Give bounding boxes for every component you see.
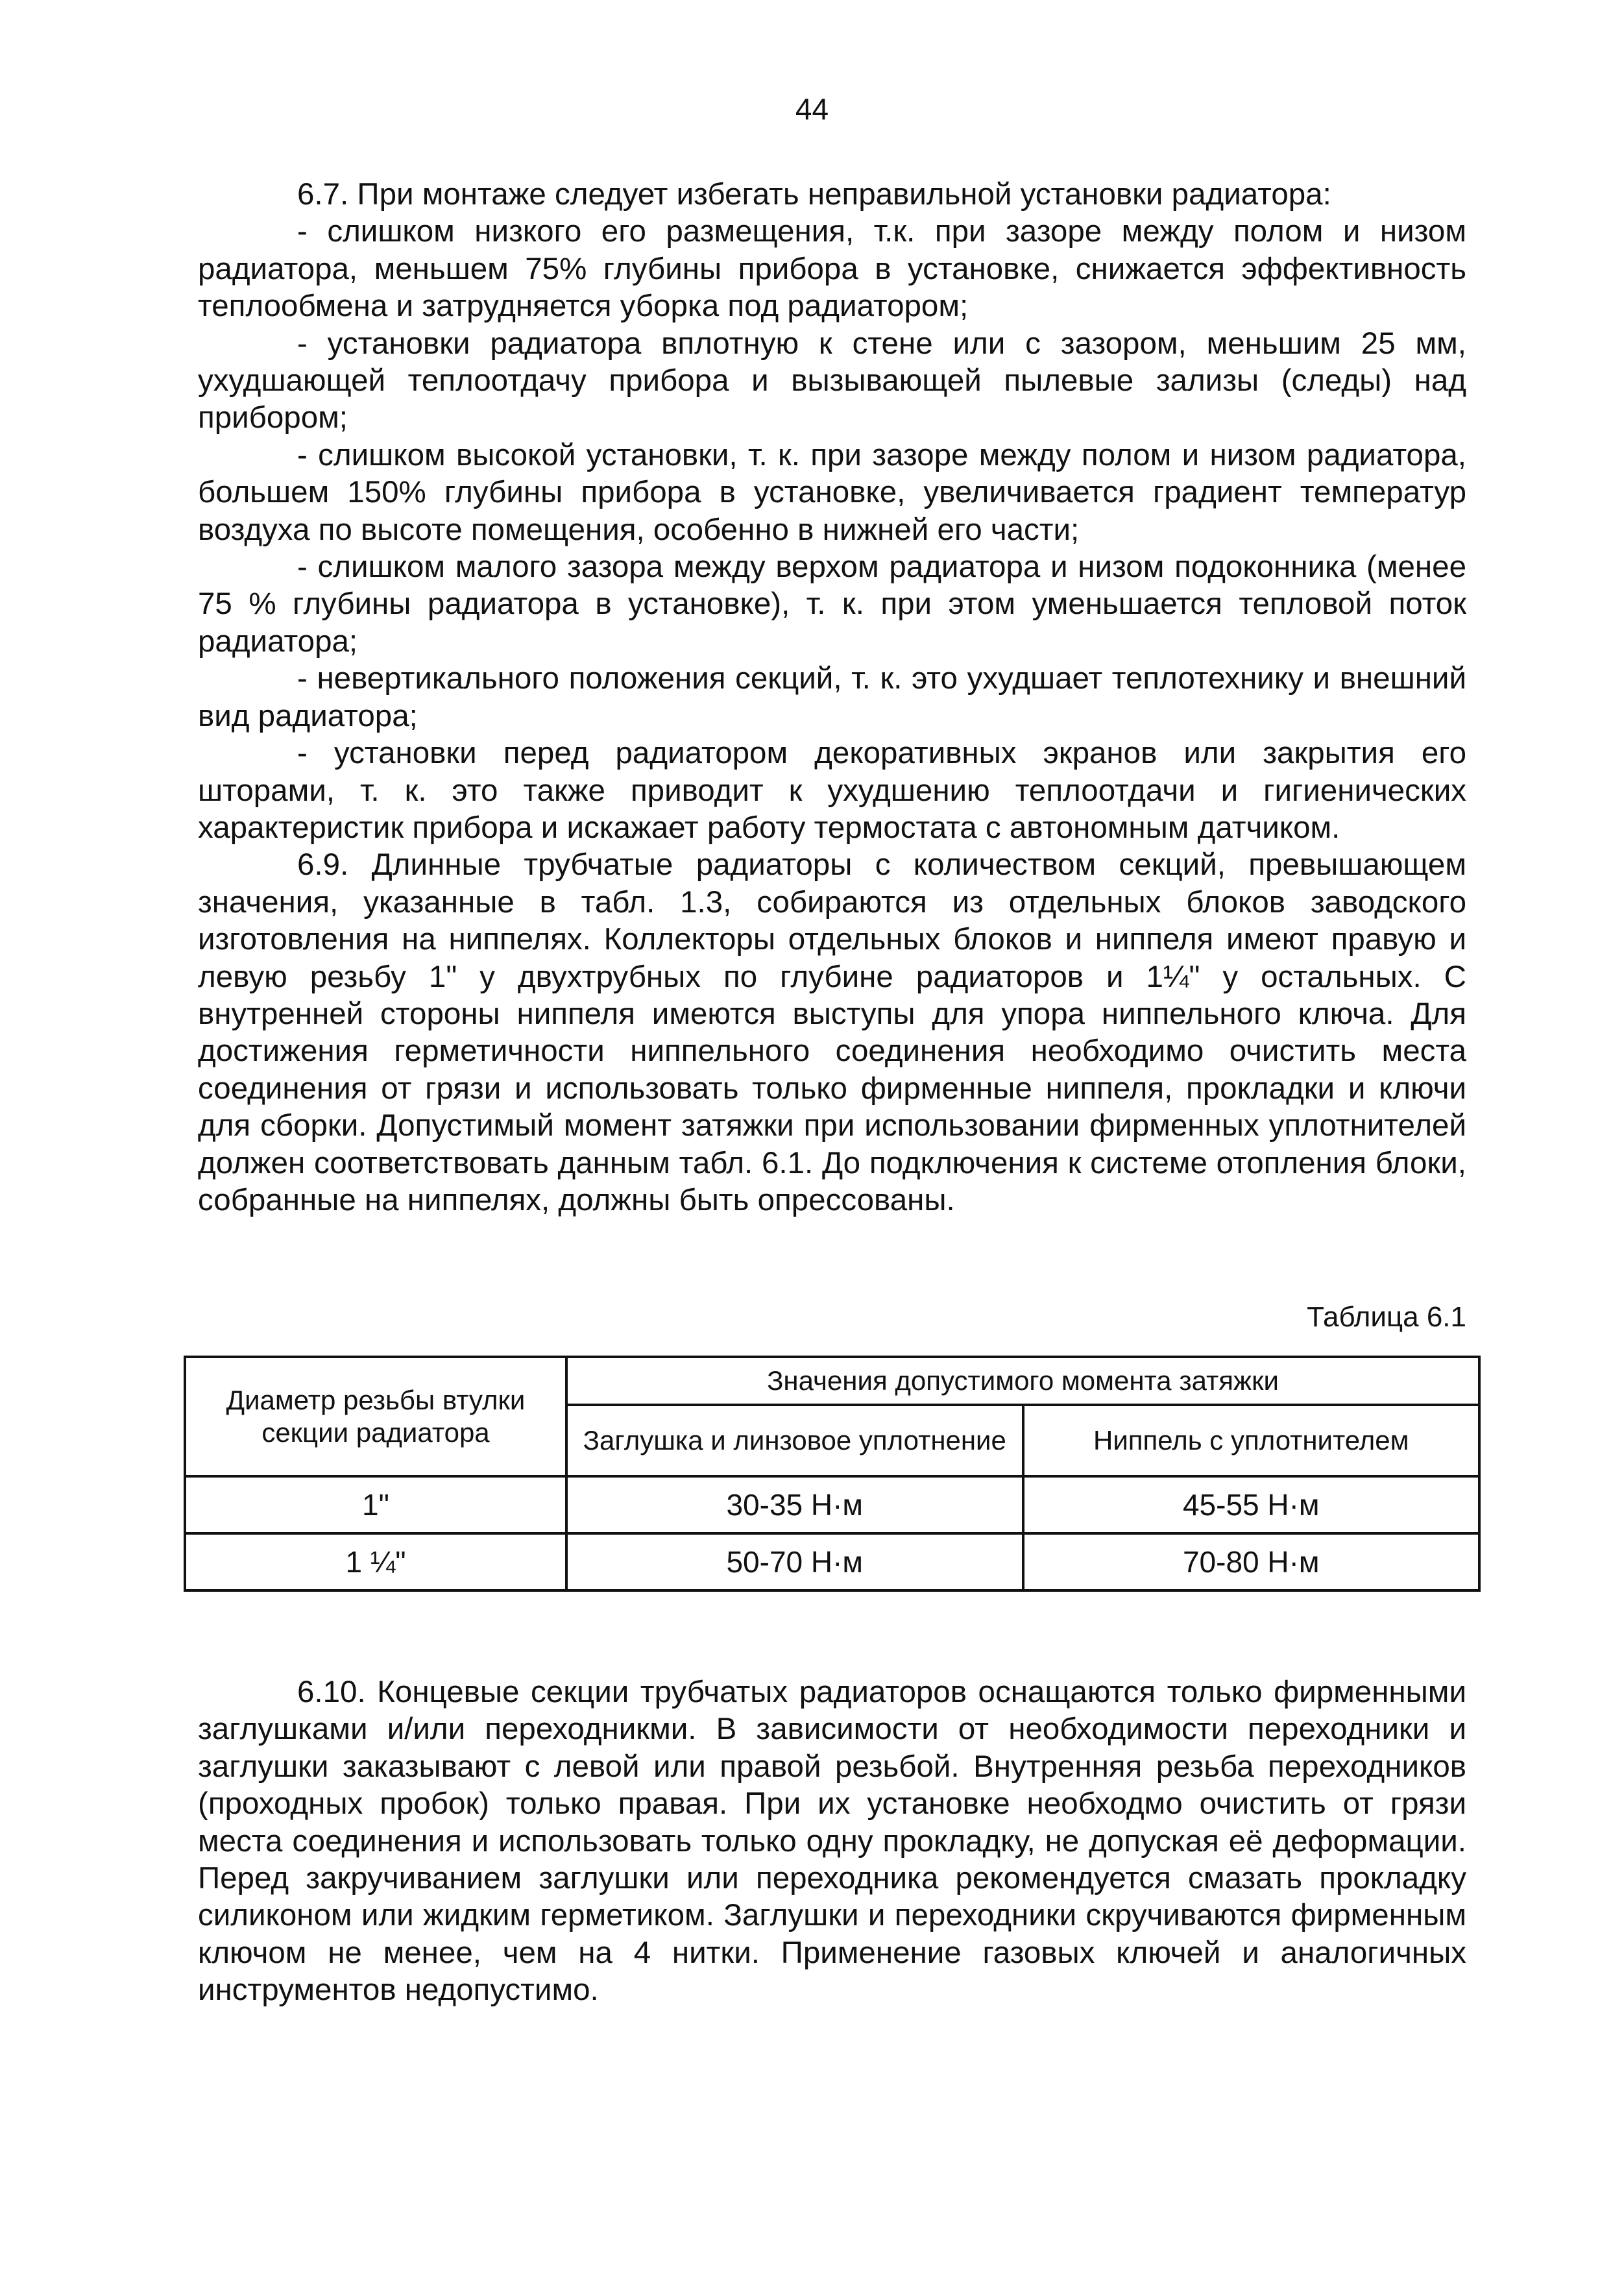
section-6-7-item: - слишком низкого его размещения, т.к. при зазоре между полом и низом радиатора, меньшем 75% глубины прибора в установке, снижается эффективность теплообмена и затрудняется уборка под радиатором; [198,214,1466,324]
cell-nipple-torque: 70-80 Н·м [1023,1533,1480,1590]
section-6-7-intro: 6.7. При монтаже следует избегать неправильной установки радиатора: [297,177,1331,212]
section-6-9-paragraph: 6.9. Длинные трубчатые радиаторы с количеством секций, превышающем значения, указанные в табл. 1.3, собираются из отдельных блоков заводского изготовления на ниппелях. Коллекторы отдельных блоков и ниппеля имеют правую и левую резьбу 1" у двухтрубных по глубине радиаторов и 1¼" у остальных. С внутренней стороны ниппеля имеются выступы для упора ниппельного ключа. Для достижения герметичности ниппельного соединения необходимо очистить места соединения от грязи и использовать только фирменные ниппеля, прокладки и ключи для сборки. Допустимый момент затяжки при использовании фирменных уплотнителей должен соответствовать данным табл. 6.1. До подключения к системе отопления блоки, собранные на ниппелях, должны быть опрессованы. [198,847,1466,1217]
cell-diameter: 1" [185,1476,566,1533]
text-block-top [198,176,1466,1219]
page-number: 44 [795,92,829,126]
torque-table [184,1356,1481,1592]
cell-nipple-torque: 45-55 Н·м [1023,1476,1480,1533]
header-torque-group: Значения допустимого момента затяжки [566,1357,1479,1405]
header-diameter: Диаметр резьбы втулки секции радиатора [185,1357,566,1476]
header-plug: Заглушка и линзовое уплотнение [566,1405,1023,1476]
section-6-10-paragraph: 6.10. Концевые секции трубчатых радиаторов оснащаются только фирменными заглушками и/или переходникми. В зависимости от необходимости переходники и заглушки заказывают с левой или правой резьбой. Внутренняя резьба переходников (проходных пробок) только правая. При их установке необходмо очистить от грязи места соединения и использовать только одну прокладку, не допуская её деформации. Перед закручиванием заглушки или переходника рекомендуется смазать прокладку силиконом или жидким герметиком. Заглушки и переходники скручиваются фирменным ключом не менее, чем на 4 нитки. Применение газовых ключей и аналогичных инструментов недопустимо. [198,1675,1466,2008]
header-nipple: Ниппель с уплотнителем [1023,1405,1480,1476]
table-row [185,1476,1479,1533]
section-6-7-item: - слишком высокой установки, т. к. при зазоре между полом и низом радиатора, большем 150% глубины прибора в установке, увеличивается градиент температур воздуха по высоте помещения, особенно в нижней его части; [198,437,1466,547]
section-6-7-item: - слишком малого зазора между верхом радиатора и низом подоконника (менее 75 % глубины радиатора в установке), т. к. при этом уменьшается тепловой поток радиатора; [198,550,1466,659]
table-caption: Таблица 6.1 [1307,1301,1466,1333]
cell-diameter: 1 ¼" [185,1533,566,1590]
cell-plug-torque: 50-70 Н·м [566,1533,1023,1590]
table-header-row [185,1357,1479,1405]
text-block-bottom [198,1674,1466,2009]
section-6-7-item: - невертикального положения секций, т. к. это ухудшает теплотехнику и внешний вид радиатора; [198,661,1466,733]
table-row [185,1533,1479,1590]
cell-plug-torque: 30-35 Н·м [566,1476,1023,1533]
section-6-7-item: - установки перед радиатором декоративных экранов или закрытия его шторами, т. к. это также приводит к ухудшению теплоотдачи и гигиенических характеристик прибора и искажает работу термостата с автономным датчиком. [198,736,1466,845]
section-6-7-item: - установки радиатора вплотную к стене или с зазором, меньшим 25 мм, ухудшающей теплоотдачу прибора и вызывающей пылевые зализы (следы) над прибором; [198,326,1466,435]
